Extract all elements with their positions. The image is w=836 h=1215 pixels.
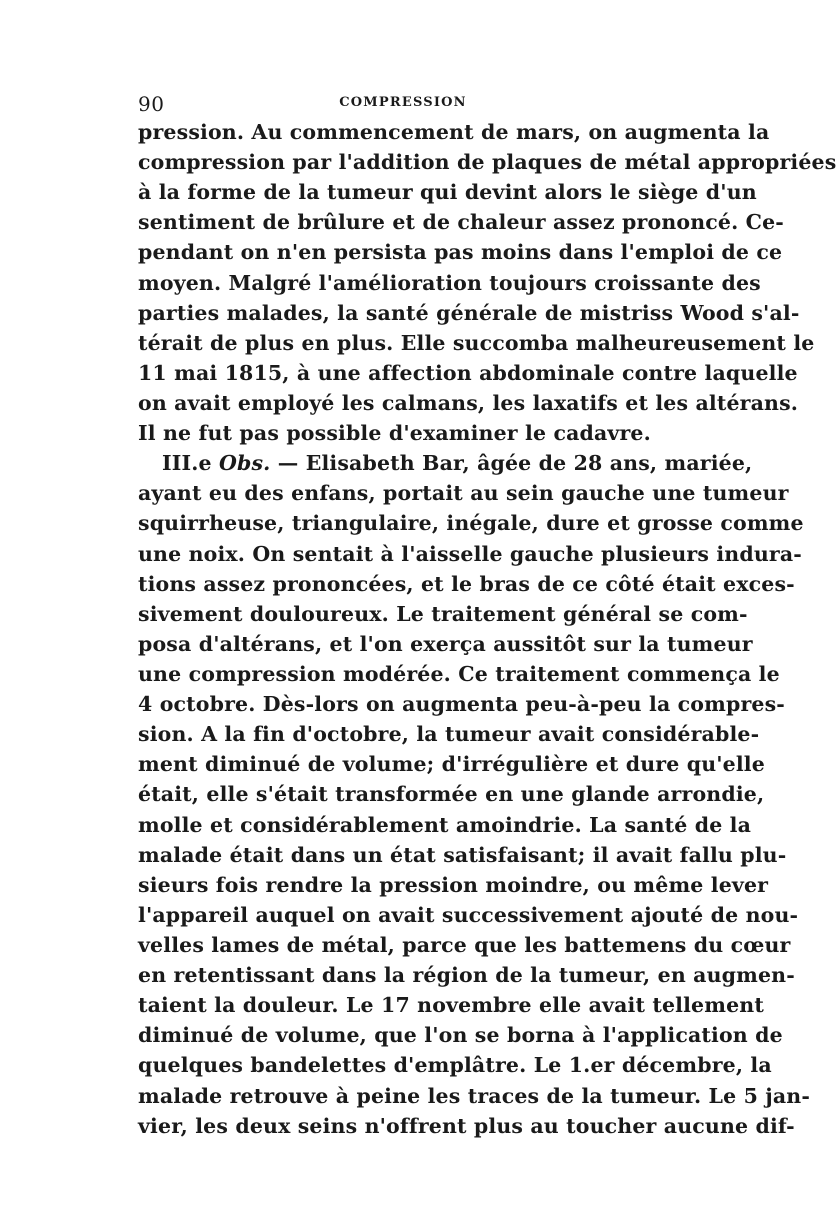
text-line: posa d'altérans, et l'on exerça aussitôt sur la tumeur [138, 631, 753, 656]
text-line: Il ne fut pas possible d'examiner le cadavre. [138, 421, 651, 446]
text-line: 11 mai 1815, à une affection abdominale contre laquelle [138, 360, 798, 385]
text-line: molle et considérablement amoindrie. La santé de la [138, 812, 752, 837]
text-line: une compression modérée. Ce traitement commença le [138, 661, 780, 686]
text-line: on avait employé les calmans, les laxatifs et les altérans. [138, 390, 799, 415]
text-line: squirrheuse, triangulaire, inégale, dure et grosse comme [138, 511, 804, 536]
text-line: vier, les deux seins n'offrent plus au toucher aucune dif- [138, 1113, 795, 1138]
text-line: une noix. On sentait à l'aisselle gauche plusieurs indura- [138, 541, 802, 566]
text-line: sieurs fois rendre la pression moindre, ou même lever [138, 872, 769, 897]
running-head: COMPRESSION [339, 95, 467, 110]
text-line: à la forme de la tumeur qui devint alors le siège d'un [138, 180, 757, 205]
text-line: térait de plus en plus. Elle succomba malheureusement le [138, 330, 815, 355]
text-line: 4 octobre. Dès-lors on augmenta peu-à-peu la compres- [138, 692, 785, 717]
text-line: diminué de volume, que l'on se borna à l'application de [138, 1023, 783, 1048]
text-line: l'appareil auquel on avait successivement ajouté de nou- [138, 902, 799, 927]
page-header [138, 92, 668, 118]
observation-number: III.e [162, 451, 212, 476]
text-line: était, elle s'était transformée en une glande arrondie, [138, 782, 765, 807]
text-line: pendant on n'en persista pas moins dans l'emploi de ce [138, 240, 783, 265]
text-line: compression par l'addition de plaques de métal appropriées [138, 150, 836, 175]
text-line: parties malades, la santé générale de mistriss Wood s'al- [138, 300, 800, 325]
observation-line [138, 448, 753, 478]
page-number: 90 [138, 92, 165, 116]
text-line: ayant eu des enfans, portait au sein gauche une tumeur [138, 481, 789, 506]
text-line: velles lames de métal, parce que les battemens du cœur [138, 932, 791, 957]
observation-text: — Elisabeth Bar, âgée de 28 ans, mariée, [277, 451, 753, 476]
text-line: en retentissant dans la région de la tumeur, en augmen- [138, 963, 795, 988]
text-line: sion. A la fin d'octobre, la tumeur avait considérable- [138, 722, 760, 747]
text-line: malade était dans un état satisfaisant; il avait fallu plu- [138, 842, 787, 867]
text-line: pression. Au commencement de mars, on augmenta la [138, 120, 770, 144]
body-text [138, 117, 836, 1141]
text-line: taient la douleur. Le 17 novembre elle avait tellement [138, 993, 764, 1018]
text-line: quelques bandelettes d'emplâtre. Le 1.er décembre, la [138, 1053, 772, 1078]
text-line: ment diminué de volume; d'irrégulière et dure qu'elle [138, 752, 765, 777]
text-line: sentiment de brûlure et de chaleur assez prononcé. Ce- [138, 210, 784, 235]
observation-label: Obs. [219, 451, 271, 476]
text-line: moyen. Malgré l'amélioration toujours croissante des [138, 270, 761, 295]
text-line: malade retrouve à peine les traces de la tumeur. Le 5 jan- [138, 1083, 811, 1108]
text-line: sivement douloureux. Le traitement général se com- [138, 601, 748, 626]
text-line: tions assez prononcées, et le bras de ce côté était exces- [138, 571, 795, 596]
